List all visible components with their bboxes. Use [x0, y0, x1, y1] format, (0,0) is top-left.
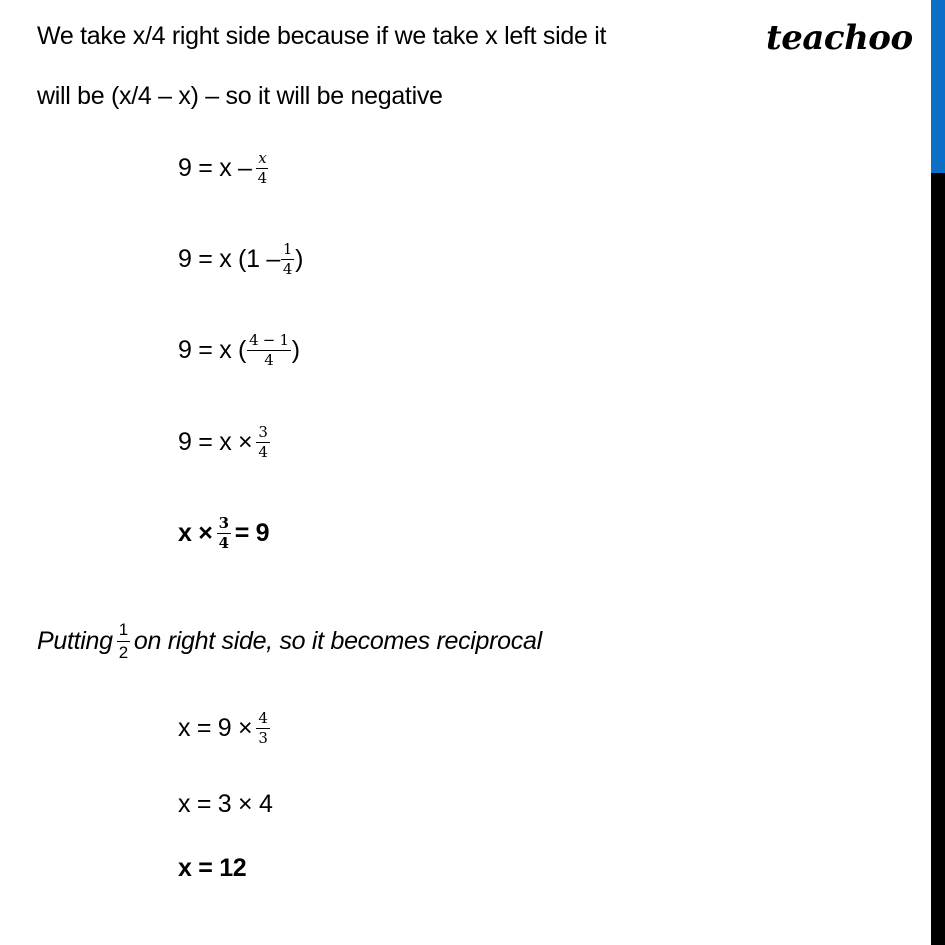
intro-line-2: will be (x/4 – x) – so it will be negative [37, 82, 443, 110]
fraction-denominator: 4 [282, 260, 293, 279]
equation-lhs: 9 = x (1 – [178, 245, 280, 274]
equation-step-4 [178, 424, 274, 462]
equation-lhs: 9 = x × [178, 428, 253, 457]
fraction-numerator: 3 [256, 424, 269, 443]
equation-rhs: ) [291, 336, 300, 365]
fraction-denominator: 4 [264, 351, 274, 370]
reciprocal-note [37, 620, 542, 662]
note-suffix: on right side, so it becomes reciprocal [133, 626, 542, 655]
fraction-numerator: x [256, 150, 268, 169]
fraction-denominator: 4 [258, 443, 268, 462]
teachoo-logo: teachoo [766, 18, 913, 58]
equation-lhs: 9 = x ( [178, 336, 247, 365]
fraction-numerator: 1 [281, 241, 294, 260]
fraction [247, 332, 291, 370]
accent-sidebar-bar [931, 0, 945, 173]
equation-rhs: ) [295, 245, 304, 274]
final-answer: x = 12 [178, 854, 247, 882]
fraction [281, 241, 294, 279]
fraction [256, 150, 269, 188]
equation-step-3 [178, 332, 300, 370]
equation-lhs: x × [178, 519, 213, 548]
intro-line-1: We take x/4 right side because if we take x left side it [37, 22, 607, 50]
fraction [256, 424, 269, 462]
fraction-numerator: 3 [217, 515, 231, 534]
equation-step-1 [178, 150, 273, 188]
equation-lhs: x = 9 × [178, 714, 253, 743]
fraction-denominator: 4 [218, 534, 229, 553]
solution-step-1 [178, 710, 274, 748]
fraction-numerator: 4 [256, 710, 269, 729]
fraction-numerator: 4 − 1 [247, 332, 291, 351]
dark-sidebar-bar [931, 173, 945, 945]
fraction [256, 710, 269, 748]
equation-rhs: = 9 [234, 519, 270, 548]
fraction-numerator: 1 [117, 620, 130, 642]
fraction-denominator: 2 [118, 642, 128, 662]
equation-step-2 [178, 241, 303, 279]
fraction-denominator: 4 [257, 169, 267, 188]
equation-step-5 [178, 515, 269, 553]
note-prefix: Putting [37, 626, 113, 655]
solution-step-2: x = 3 × 4 [178, 790, 273, 818]
fraction [117, 620, 130, 662]
fraction-denominator: 3 [258, 729, 268, 748]
fraction [217, 515, 231, 553]
equation-lhs: 9 = x – [178, 154, 252, 183]
